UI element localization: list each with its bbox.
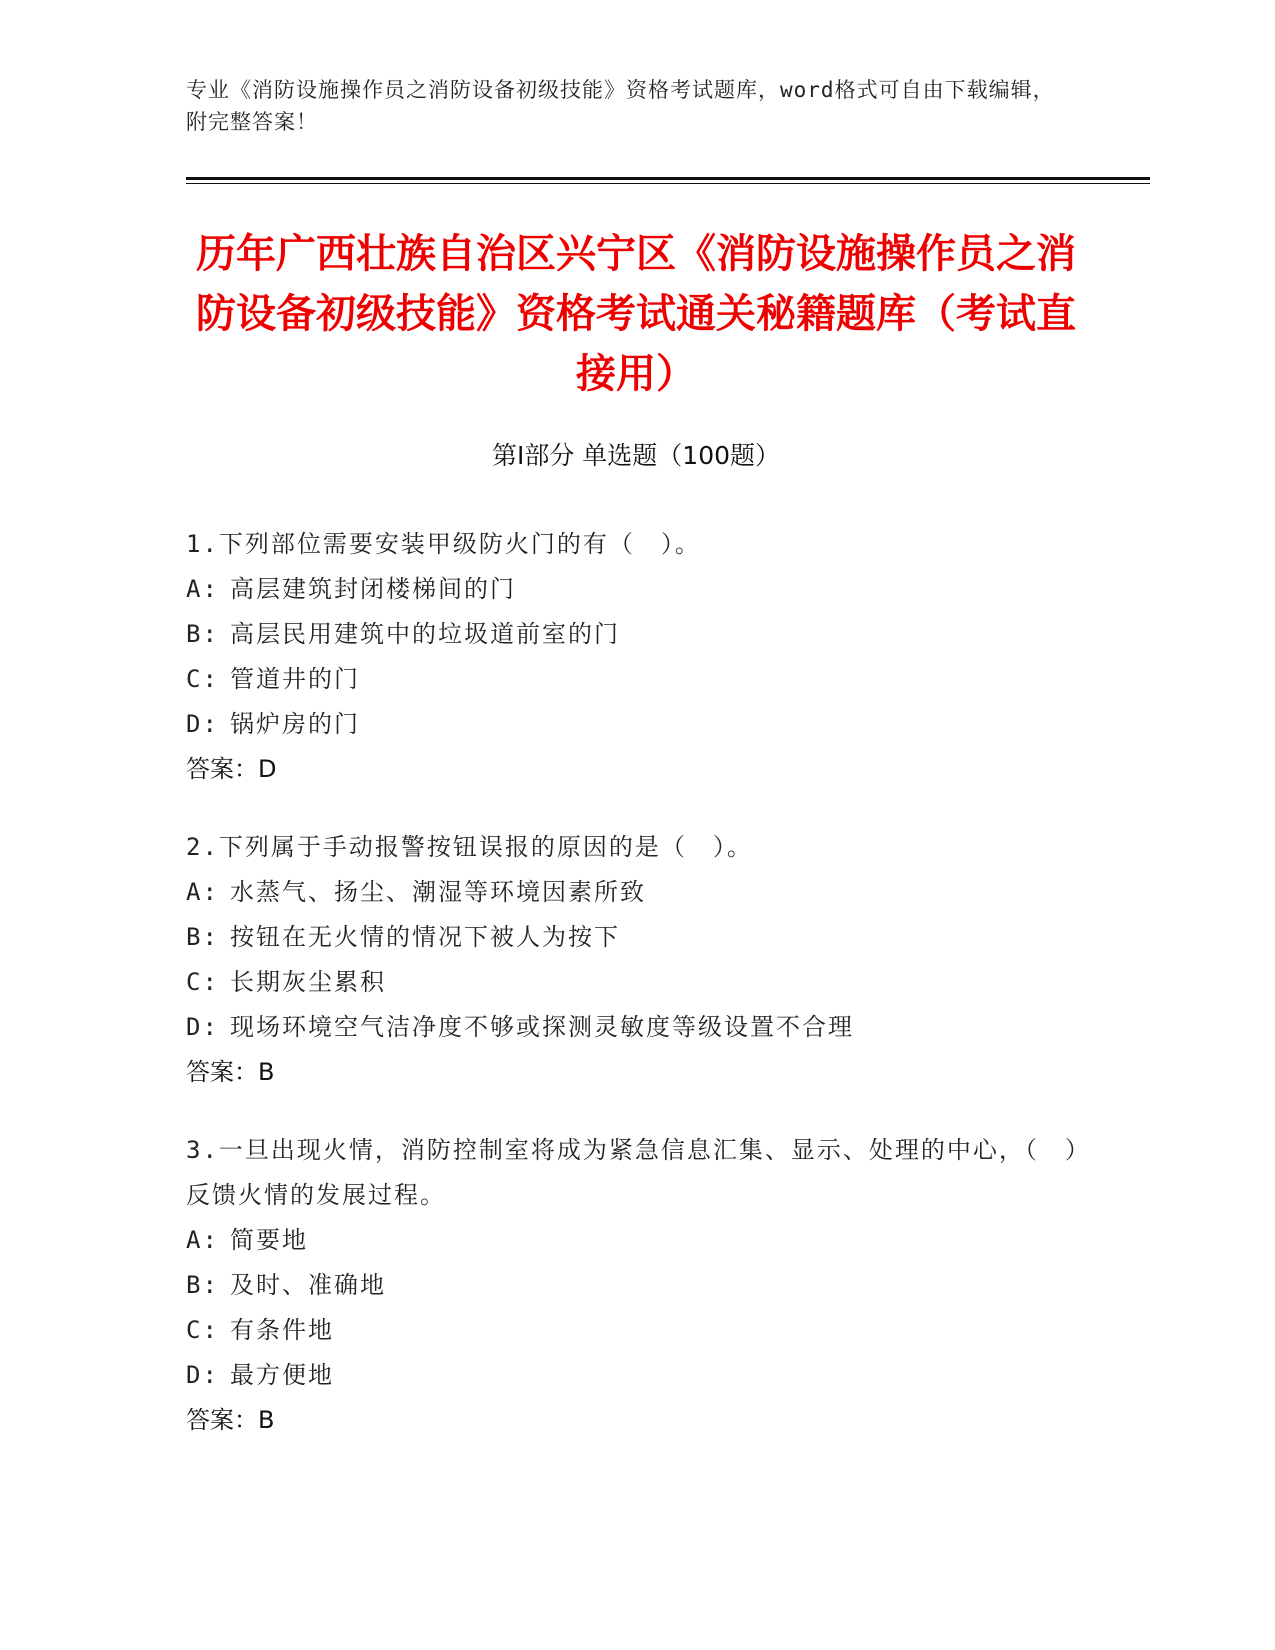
question-1 bbox=[186, 522, 1086, 792]
option-key: C: bbox=[186, 1316, 219, 1344]
option-key: B: bbox=[186, 1271, 219, 1299]
option-text: 最方便地 bbox=[230, 1361, 334, 1389]
option-text: 高层民用建筑中的垃圾道前室的门 bbox=[230, 620, 620, 648]
option-key: A: bbox=[186, 878, 219, 906]
option-key: B: bbox=[186, 923, 219, 951]
option-text: 管道井的门 bbox=[230, 665, 360, 693]
option-d bbox=[186, 702, 1086, 747]
option-text: 高层建筑封闭楼梯间的门 bbox=[230, 575, 516, 603]
option-a bbox=[186, 870, 1086, 915]
option-key: B: bbox=[186, 620, 219, 648]
section-title: 第Ⅰ部分 单选题（100题） bbox=[491, 441, 781, 470]
option-text: 长期灰尘累积 bbox=[230, 968, 386, 996]
option-a bbox=[186, 1218, 1086, 1263]
option-text: 现场环境空气洁净度不够或探测灵敏度等级设置不合理 bbox=[230, 1013, 854, 1041]
option-key: D: bbox=[186, 710, 219, 738]
option-key: A: bbox=[186, 1226, 219, 1254]
option-c bbox=[186, 960, 1086, 1005]
option-c bbox=[186, 1308, 1086, 1353]
answer-line: 答案：D bbox=[186, 755, 277, 783]
option-c bbox=[186, 657, 1086, 702]
header-note: 专业《消防设施操作员之消防设备初级技能》资格考试题库，word格式可自由下载编辑，附完整答案！ bbox=[186, 78, 1055, 134]
option-text: 锅炉房的门 bbox=[230, 710, 360, 738]
document-title: 历年广西壮族自治区兴宁区《消防设施操作员之消防设备初级技能》资格考试通关秘籍题库（考试直接用） bbox=[196, 231, 1076, 397]
option-key: D: bbox=[186, 1013, 219, 1041]
answer-line: 答案：B bbox=[186, 1406, 275, 1434]
option-b bbox=[186, 1263, 1086, 1308]
option-b bbox=[186, 612, 1086, 657]
question-stem: 3.一旦出现火情，消防控制室将成为紧急信息汇集、显示、处理的中心，（ ）反馈火情的发展过程。 bbox=[186, 1136, 1079, 1209]
option-key: A: bbox=[186, 575, 219, 603]
question-list bbox=[186, 522, 1086, 1476]
option-key: C: bbox=[186, 968, 219, 996]
header-divider-thin bbox=[186, 183, 1150, 184]
option-text: 有条件地 bbox=[230, 1316, 334, 1344]
question-stem: 1.下列部位需要安装甲级防火门的有（ ）。 bbox=[186, 530, 701, 558]
option-key: C: bbox=[186, 665, 219, 693]
option-text: 简要地 bbox=[230, 1226, 308, 1254]
option-d bbox=[186, 1005, 1086, 1050]
option-text: 及时、准确地 bbox=[230, 1271, 386, 1299]
header-divider-thick bbox=[186, 177, 1150, 180]
option-key: D: bbox=[186, 1361, 219, 1389]
option-d bbox=[186, 1353, 1086, 1398]
answer-line: 答案：B bbox=[186, 1058, 275, 1086]
question-stem: 2.下列属于手动报警按钮误报的原因的是（ ）。 bbox=[186, 833, 753, 861]
option-text: 水蒸气、扬尘、潮湿等环境因素所致 bbox=[230, 878, 646, 906]
question-2 bbox=[186, 825, 1086, 1095]
option-b bbox=[186, 915, 1086, 960]
option-text: 按钮在无火情的情况下被人为按下 bbox=[230, 923, 620, 951]
option-a bbox=[186, 567, 1086, 612]
question-3 bbox=[186, 1128, 1086, 1443]
